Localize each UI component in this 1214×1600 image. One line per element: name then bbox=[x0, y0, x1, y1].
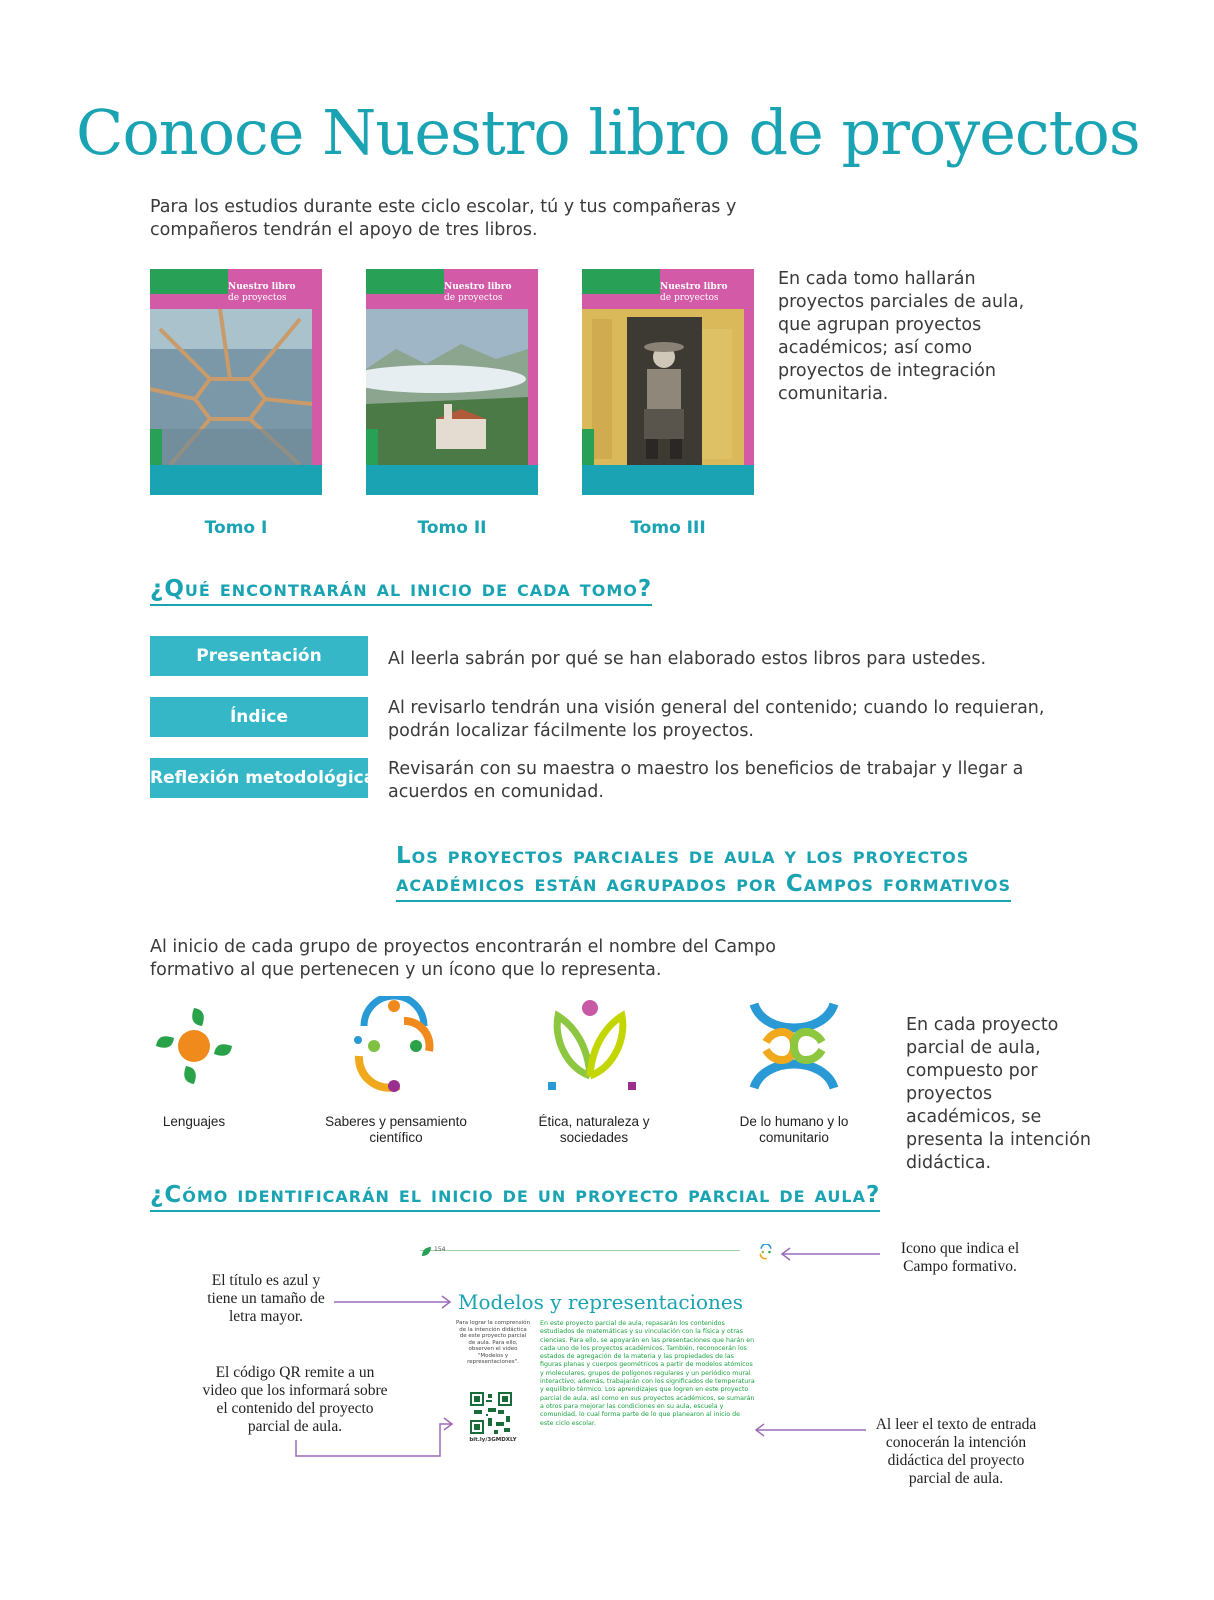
sample-campo-icon bbox=[758, 1244, 774, 1260]
pill-desc-reflexion: Revisarán con su maestra o maestro los beneficios de trabajar y llegar a acuerdos en comunidad. bbox=[388, 759, 1024, 802]
campo-label-lenguajes: Lenguajes bbox=[162, 1114, 226, 1129]
sample-leaf-icon bbox=[420, 1246, 432, 1258]
section-heading-inicio: ¿Qué encontrarán al inicio de cada tomo? bbox=[150, 576, 652, 606]
annotation-icono: Icono que indica el Campo formativo. bbox=[900, 1240, 1020, 1275]
section-heading-identificar: ¿Cómo identificarán el inicio de un proyecto parcial de aula? bbox=[150, 1182, 880, 1212]
section-heading-campos bbox=[396, 842, 1011, 902]
heading-line-2: académicos están agrupados por Campos formativos bbox=[396, 871, 1011, 897]
pill-desc-indice: Al revisarlo tendrán una visión general del contenido; cuando lo requieran, podrán localizar fácilmente los proyectos. bbox=[388, 698, 1045, 741]
sample-body-text: En este proyecto parcial de aula, repasarán los contenidos estudiados de matemáticas y su vinculación con la física y otras ciencias. Para ello, se apoyarán en las presentaciones que harán en cada uno de los proyectos académicos. También, reconocerán los estados de agregación de la materia y las propiedades de las figuras planas y cuerpos geométricos a partir de modelos atómicos y moleculares, grupos de polígonos regulares y un periódico mural interactivo; además, trabajarán con los significados de temperatura y equilibrio térmico. Los aprendizajes que logren en este proyecto parcial de aula, así como en sus proyectos académicos, se sumarán a otros para mejorar las condiciones en su aula, escuela y comunidad, lo cual forma parte de lo que planearon al inicio de este ciclo escolar. bbox=[540, 1320, 755, 1427]
tomo-label-2: Tomo II bbox=[417, 518, 487, 538]
annotation-titulo: El título es azul y tiene un tamaño de letra mayor. bbox=[207, 1272, 325, 1325]
pill-desc-presentacion: Al leerla sabrán por qué se han elaborado estos libros para ustedes. bbox=[388, 649, 987, 669]
heading-line-1: Los proyectos parciales de aula y los proyectos bbox=[396, 843, 970, 869]
sample-side-text: Para lograr la comprensión de la intención didáctica de este proyecto parcial de aula. Para ello, observen el video "Modelos y representaciones". bbox=[456, 1320, 530, 1365]
campo-label-etica: Ética, naturaleza y sociedades bbox=[538, 1114, 650, 1145]
book-cover-tomo-2 bbox=[366, 269, 538, 495]
sample-header-rule bbox=[420, 1250, 740, 1251]
annotation-qr: El código QR remite a un video que los informará sobre el contenido del proyecto parcial de aula. bbox=[202, 1364, 388, 1435]
campo-label-humano: De lo humano y lo comunitario bbox=[739, 1114, 849, 1145]
cover-logo: Nuestro libro de proyectos bbox=[660, 282, 728, 303]
lenguajes-icon bbox=[144, 996, 244, 1096]
cover-photo-salt-flats bbox=[150, 309, 312, 465]
tomo-note: En cada tomo hallarán proyectos parciales de aula, que agrupan proyectos académicos; así como proyectos de integración comunitaria. bbox=[778, 269, 1025, 404]
book-cover-tomo-1 bbox=[150, 269, 322, 495]
cover-photo-mountain-monastery bbox=[366, 309, 528, 465]
page-title: Conoce Nuestro libro de proyectos bbox=[76, 96, 1140, 169]
book-cover-tomo-3 bbox=[582, 269, 754, 495]
intro-text: Para los estudios durante este ciclo escolar, tú y tus compañeras y compañeros tendrán el apoyo de tres libros. bbox=[150, 197, 737, 240]
sample-page-number: 154 bbox=[434, 1246, 446, 1253]
saberes-icon bbox=[344, 996, 444, 1096]
campos-intro: Al inicio de cada grupo de proyectos encontrarán el nombre del Campo formativo al que pertenecen y un ícono que lo representa. bbox=[150, 937, 776, 980]
tomo-label-3: Tomo III bbox=[630, 518, 706, 538]
etica-icon bbox=[544, 996, 644, 1096]
cover-logo: Nuestro libro de proyectos bbox=[228, 282, 296, 303]
qr-code-icon bbox=[470, 1392, 512, 1434]
pill-indice: Índice bbox=[150, 697, 368, 737]
annotation-texto: Al leer el texto de entrada conocerán la intención didáctica del proyecto parcial de aula. bbox=[875, 1416, 1037, 1487]
pill-reflexion: Reflexión metodológica bbox=[150, 758, 368, 798]
sample-title: Modelos y representaciones bbox=[458, 1290, 744, 1314]
cover-logo: Nuestro libro de proyectos bbox=[444, 282, 512, 303]
qr-caption: bit.ly/3GMDXLY bbox=[469, 1437, 517, 1443]
tomo-label-1: Tomo I bbox=[204, 518, 268, 538]
project-note: En cada proyecto parcial de aula, compuesto por proyectos académicos, se presenta la intención didáctica. bbox=[906, 1015, 1091, 1173]
campo-label-saberes: Saberes y pensamiento científico bbox=[325, 1114, 467, 1145]
cover-photo-seated-man bbox=[582, 309, 744, 465]
humano-icon bbox=[744, 996, 844, 1096]
pill-presentacion: Presentación bbox=[150, 636, 368, 676]
